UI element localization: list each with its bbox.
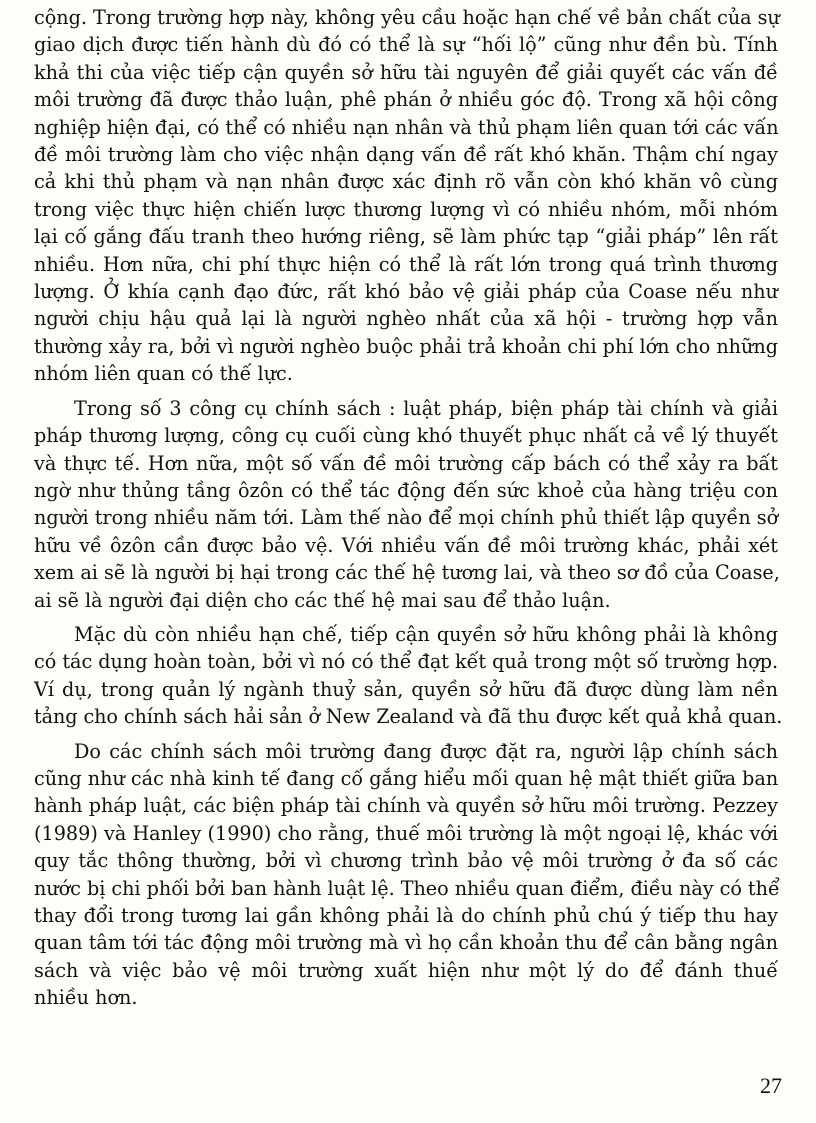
text-line: Trong số 3 công cụ chính sách : luật pháp, biện pháp tài chính và giải xyxy=(74,396,778,420)
text-line: người chịu hậu quả lại là người nghèo nhất của xã hội - trường hợp vẫn xyxy=(34,307,778,331)
text-line: môi trường đã được thảo luận, phê phán ở nhiều góc độ. Trong xã hội công xyxy=(34,88,778,112)
text-line: đề môi trường làm cho việc nhận dạng vấn đề rất khó khăn. Thậm chí ngay xyxy=(34,143,778,167)
text-line: khả thi của việc tiếp cận quyền sở hữu tài nguyên để giải quyết các vấn đề xyxy=(34,60,778,84)
text-line: quan tâm tới tác động môi trường mà vì họ cần khoản thu để cân bằng ngân xyxy=(34,931,778,955)
text-line: có tác dụng hoàn toàn, bởi vì nó có thể đạt kết quả trong một số trường hợp. xyxy=(34,650,779,674)
paragraph-continued xyxy=(34,648,783,730)
paragraph xyxy=(34,4,778,388)
text-line: nước bị chi phối bởi ban hành luật lệ. Theo nhiều quan điểm, điều này có thể xyxy=(34,876,780,900)
text-line: nhiều. Hơn nữa, chi phí thực hiện có thể là rất lớn trong quá trình thương xyxy=(34,252,778,276)
paragraph xyxy=(34,738,778,765)
body-text xyxy=(34,4,783,1019)
text-line: nghiệp hiện đại, có thể có nhiều nạn nhân và thủ phạm liên quan tới các vấn xyxy=(34,115,779,139)
paragraph xyxy=(34,395,778,422)
text-line: cũng như các nhà kinh tế đang cố gắng hiểu mối quan hệ mật thiết giữa ban xyxy=(34,766,779,790)
text-line: ai sẽ là người đại diện cho các thế hệ mai sau để thảo luận. xyxy=(34,588,611,612)
text-line: giao dịch được tiến hành dù đó có thể là sự “hối lộ” cũng như đền bù. Tính xyxy=(34,33,778,57)
text-line: Do các chính sách môi trường đang được đặt ra, người lập chính sách xyxy=(74,739,778,763)
text-line: pháp thương lượng, công cụ cuối cùng khó thuyết phục nhất cả về lý thuyết xyxy=(34,424,778,448)
text-line: ngờ như thủng tầng ôzôn có thể tác động đến sức khoẻ của hàng triệu con xyxy=(34,478,778,502)
text-line: hữu về ôzôn cần được bảo vệ. Với nhiều vấn đề môi trường khác, phải xét xyxy=(34,533,778,557)
text-line: quy tắc thông thường, bởi vì chương trình bảo vệ môi trường ở đa số các xyxy=(34,849,778,873)
text-line: hành pháp luật, các biện pháp tài chính và quyền sở hữu môi trường. Pezzey xyxy=(34,794,778,818)
text-line: xem ai sẽ là người bị hại trong các thế hệ tương lai, và theo sơ đồ của Coase, xyxy=(34,561,780,585)
text-line: Mặc dù còn nhiều hạn chế, tiếp cận quyền sở hữu không phải là không xyxy=(74,622,778,646)
text-line: cả khi thủ phạm và nạn nhân được xác định rõ vẫn còn khó khăn vô cùng xyxy=(34,170,778,194)
text-line: thường xảy ra, bởi vì người nghèo buộc phải trả khoản chi phí lớn cho những xyxy=(34,334,778,358)
text-line: cộng. Trong trường hợp này, không yêu cầu hoặc hạn chế về bản chất của sự xyxy=(34,6,780,29)
text-line: lượng. Ở khía cạnh đạo đức, rất khó bảo vệ giải pháp của Coase nếu như xyxy=(34,280,778,304)
text-line: và thực tế. Hơn nữa, một số vấn đề môi trường cấp bách có thể xảy ra bất xyxy=(34,451,778,475)
text-line: nhóm liên quan có thế lực. xyxy=(34,362,293,386)
text-line: sách và việc bảo vệ môi trường xuất hiện như một lý do để đánh thuế xyxy=(34,958,778,982)
text-line: người trong nhiều năm tới. Làm thế nào để mọi chính phủ thiết lập quyền sở xyxy=(34,506,779,530)
paragraph xyxy=(34,621,778,648)
text-line: lại cố gắng đấu tranh theo hướng riêng, sẽ làm phức tạp “giải pháp” lên rất xyxy=(34,225,778,249)
text-line: (1989) và Hanley (1990) cho rằng, thuế môi trường là một ngoại lệ, khác với xyxy=(34,821,778,845)
paragraph-continued xyxy=(34,765,778,1012)
text-line: thay đổi trong tương lai gần không phải là do chính phủ chú ý tiếp thu hay xyxy=(34,904,778,927)
page-number: 27 xyxy=(760,1073,782,1098)
paragraph-continued xyxy=(34,422,778,614)
text-line: nhiều hơn. xyxy=(34,986,138,1010)
text-line: trong việc thực hiện chiến lược thương lượng vì có nhiều nhóm, mỗi nhóm xyxy=(34,197,778,221)
text-line: Ví dụ, trong quản lý ngành thuỷ sản, quyền sở hữu đã được dùng làm nền xyxy=(34,677,778,701)
text-line: tảng cho chính sách hải sản ở New Zealand và đã thu được kết quả khả quan. xyxy=(34,705,783,729)
